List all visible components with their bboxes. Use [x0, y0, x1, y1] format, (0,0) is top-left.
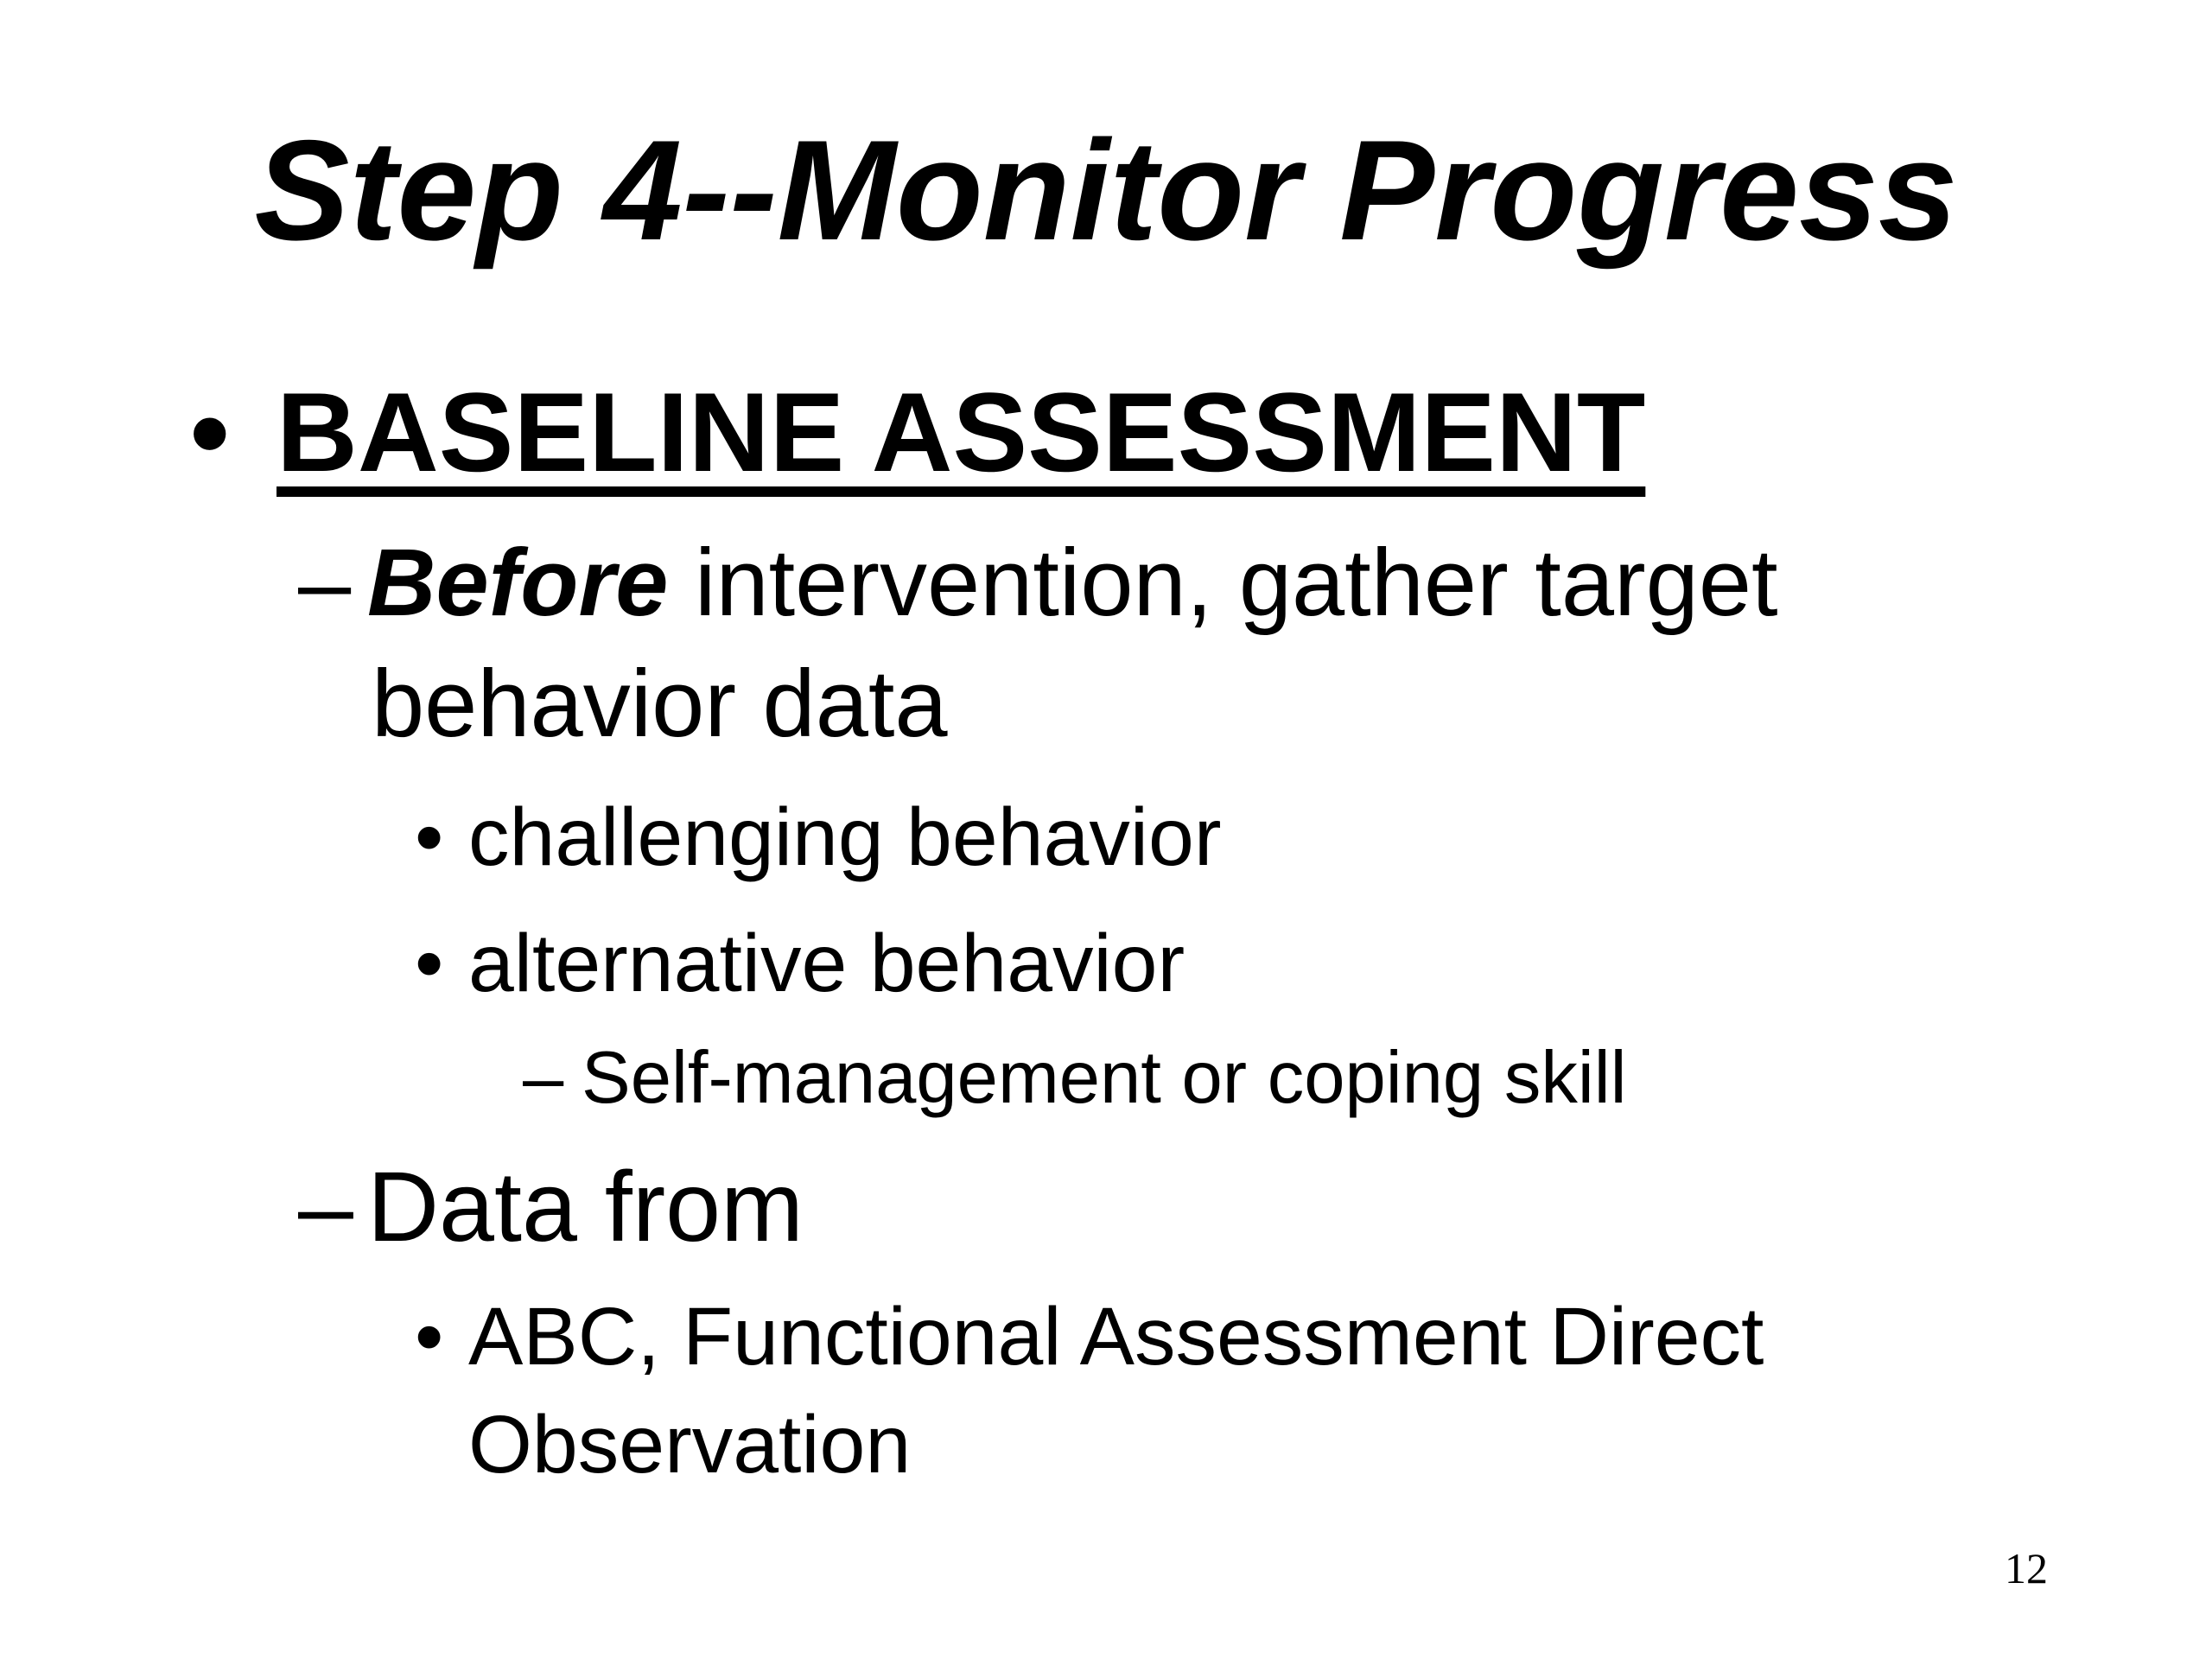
bullet-marker: •	[415, 1291, 444, 1382]
bullet-baseline-assessment	[190, 369, 1646, 495]
subsubbullet-alternative	[415, 918, 1185, 1009]
subbullet-data-from	[298, 1152, 804, 1262]
bullet-heading: BASELINE ASSESSMENT	[276, 369, 1646, 495]
dash-marker: –	[298, 530, 352, 636]
emphasis-before: Before	[367, 530, 669, 636]
bullet-marker: •	[415, 918, 444, 1009]
bullet-marker: •	[415, 791, 444, 883]
subbullet-text: intervention, gather target	[668, 530, 1778, 636]
bullet-marker: •	[190, 369, 230, 495]
subsubbullet-text: ABC, Functional Assessment Direct	[468, 1291, 1764, 1382]
subsubbullet-abc	[415, 1291, 1764, 1382]
dash-marker: –	[298, 1152, 353, 1262]
subsubbullet-text-continuation: Observation	[468, 1399, 912, 1491]
subbullet-text: Data from	[367, 1152, 804, 1262]
level4-self-management	[523, 1037, 1627, 1119]
subbullet-text-continuation: behavior data	[372, 651, 948, 757]
subbullet-before-intervention	[298, 530, 1778, 636]
subsubbullet-challenging	[415, 791, 1222, 883]
level4-text: Self-management or coping skill	[582, 1037, 1627, 1119]
subsubbullet-text: challenging behavior	[468, 791, 1222, 883]
slide-title: Step 4--Monitor Progress	[254, 111, 1958, 270]
dash-marker: –	[523, 1037, 564, 1119]
subsubbullet-text: alternative behavior	[468, 918, 1185, 1009]
page-number: 12	[2005, 1544, 2048, 1592]
